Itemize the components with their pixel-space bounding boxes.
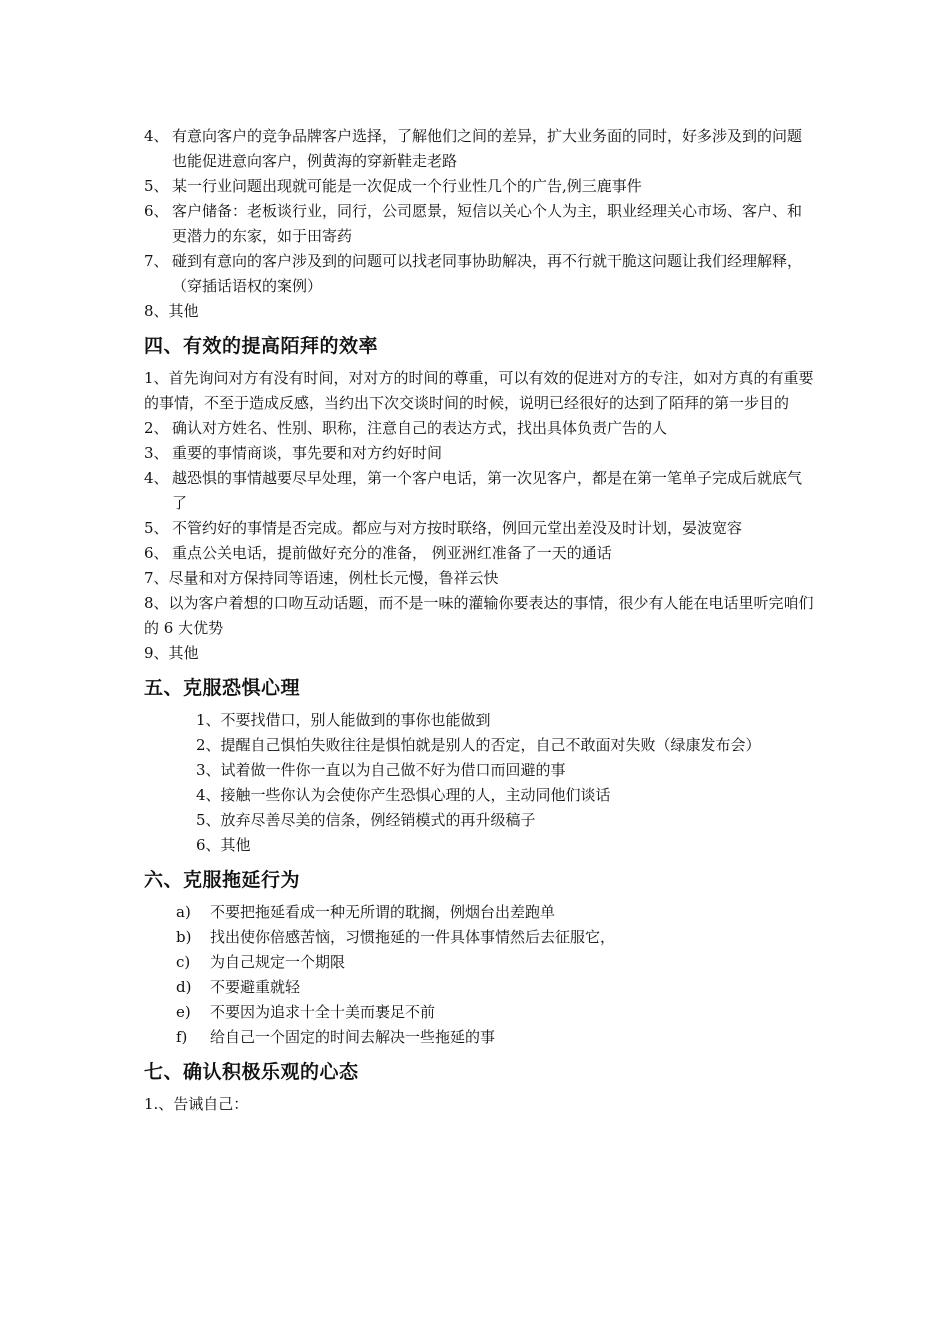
section-heading-5: 五、克服恐惧心理 (144, 677, 301, 699)
list-item: 1、不要找借口，别人能做到的事你也能做到 (196, 711, 491, 729)
document-body (144, 124, 816, 1117)
list-item: c) 为自己规定一个期限 (176, 953, 346, 971)
list-item: 5、 不管约好的事情是否完成。都应与对方按时联络，例回元堂出差没及时计划，晏波宽容 (144, 519, 743, 537)
list-item: 6、其他 (196, 836, 251, 854)
section-heading-4: 四、有效的提高陌拜的效率 (144, 335, 379, 357)
list-item: 4、 有意向客户的竞争品牌客户选择，了解他们之间的差异，扩大业务面的同时，好多涉及到的问题也能促进意向客户，例黄海的穿新鞋走老路 (144, 127, 803, 170)
list-item: d) 不要避重就轻 (176, 978, 301, 996)
paragraph: 1、首先询问对方有没有时间，对对方的时间的尊重，可以有效的促进对方的专注，如对方真的有重要的事情，不至于造成反感，当约出下次交谈时间的时候，说明已经很好的达到了陌拜的第一步目的 (144, 369, 814, 412)
list-item: 4、 越恐惧的事情越要尽早处理，第一个客户电话，第一次见客户，都是在第一笔单子完成后就底气了 (144, 469, 803, 512)
list-item: 7、 碰到有意向的客户涉及到的问题可以找老同事协助解决，再不行就干脆这问题让我们经理解释，（穿插话语权的案例） (144, 252, 803, 295)
list-item: 2、 确认对方姓名、性别、职称，注意自己的表达方式，找出具体负责广告的人 (144, 419, 668, 437)
paragraph: 9、其他 (144, 644, 199, 662)
paragraph: 7、尽量和对方保持同等语速，例杜长元慢，鲁祥云快 (144, 569, 499, 587)
list-item: a) 不要把拖延看成一种无所谓的耽搁，例烟台出差跑单 (176, 903, 556, 921)
section-heading-7: 七、确认积极乐观的心态 (144, 1061, 359, 1083)
list-item: e) 不要因为追求十全十美而裹足不前 (176, 1003, 436, 1021)
list-item: 5、放弃尽善尽美的信条，例经销模式的再升级稿子 (196, 811, 536, 829)
list-item: b) 找出使你倍感苦恼，习惯拖延的一件具体事情然后去征服它， (176, 928, 616, 946)
section-heading-6: 六、克服拖延行为 (144, 869, 301, 891)
list-item: 5、 某一行业问题出现就可能是一次促成一个行业性几个的广告,例三鹿事件 (144, 177, 642, 195)
list-item: 3、试着做一件你一直以为自己做不好为借口而回避的事 (196, 761, 566, 779)
list-item: 4、接触一些你认为会使你产生恐惧心理的人，主动同他们谈话 (196, 786, 611, 804)
paragraph: 8、以为客户着想的口吻互动话题，而不是一味的灌输你要表达的事情，很少有人能在电话里听完咱们的 6 大优势 (144, 594, 814, 637)
paragraph: 8、其他 (144, 302, 199, 320)
list-item: 6、 客户储备：老板谈行业，同行，公司愿景，短信以关心个人为主，职业经理关心市场、客户、和更潜力的东家，如于田寄药 (144, 202, 803, 245)
list-item: 6、 重点公关电话，提前做好充分的准备， 例亚洲红准备了一天的通话 (144, 544, 612, 562)
list-item: 2、提醒自己惧怕失败往往是惧怕就是别人的否定，自己不敢面对失败（绿康发布会） (196, 736, 761, 754)
list-item: 3、 重要的事情商谈，事先要和对方约好时间 (144, 444, 443, 462)
list-item: f) 给自己一个固定的时间去解决一些拖延的事 (176, 1028, 496, 1046)
paragraph: 1.、告诫自己： (144, 1095, 249, 1113)
